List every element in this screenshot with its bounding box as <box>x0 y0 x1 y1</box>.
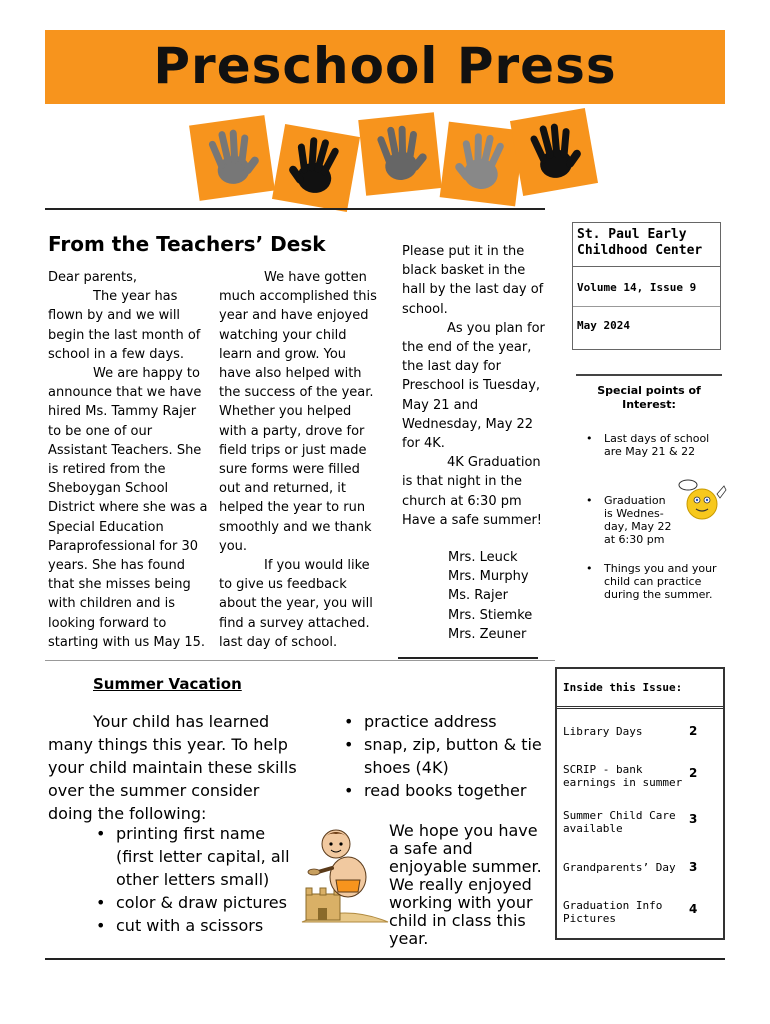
teachers-desk-heading: From the Teachers’ Desk <box>48 232 326 256</box>
list-item: • Things you and your child can practice during the summer. <box>586 562 721 601</box>
list-item: • practice address <box>342 710 552 733</box>
special-points-heading: Special points of Interest: <box>576 374 722 412</box>
newsletter-title: Preschool Press <box>153 37 617 95</box>
summer-skills-list-right <box>342 710 552 802</box>
toc-page: 2 <box>689 766 698 780</box>
toc-page: 4 <box>689 902 698 916</box>
inside-issue-heading: Inside this Issue: <box>557 669 723 709</box>
list-item: • color & draw pictures <box>94 891 304 914</box>
toc-label: Library Days <box>563 725 643 738</box>
org-info-box <box>572 222 721 350</box>
paragraph: We have gotten much accomplished this year and have enjoyed watching your child learn and grow. You have also helped with the success of the year. Whether you helped with a party, drove for field trips or just made sure forms were filled out and returned, it helped the year to run smoothly and we thank you. <box>219 270 377 554</box>
paragraph: If you would like to give us feedback about the year, you will find a survey attached. last day of school. <box>219 558 373 650</box>
hand-print-row <box>190 112 750 212</box>
list-item: • Last days of school are May 21 & 22 <box>586 432 721 458</box>
hand-print-icon <box>358 112 442 196</box>
toc-page: 2 <box>689 724 698 738</box>
toc-label: Summer Child Care available <box>563 809 676 835</box>
signature: Mrs. Murphy <box>448 569 529 585</box>
sandcastle-child-icon <box>300 822 390 927</box>
paragraph: As you plan for the end of the year, the last day for Preschool is Tuesday, May 21 and Wednesday, May 22 for 4K. <box>402 320 545 452</box>
desk-bottom-divider <box>398 657 538 659</box>
toc-label: Graduation Info Pictures <box>563 899 663 925</box>
toc-page: 3 <box>689 860 698 874</box>
teachers-desk-column-3 <box>402 242 550 644</box>
inside-this-issue-box <box>555 667 725 940</box>
signature-block <box>402 548 550 644</box>
signature: Mrs. Stiemke <box>448 607 533 623</box>
toc-label: SCRIP - bank earnings in summer <box>563 763 683 789</box>
hand-print-icon <box>189 115 275 201</box>
salutation: Dear parents, <box>48 270 137 285</box>
toc-label: Grandparents’ Day <box>563 861 676 874</box>
top-divider <box>45 208 545 210</box>
toc-page: 3 <box>689 812 698 826</box>
summer-top-divider <box>45 660 555 661</box>
signature: Mrs. Leuck <box>448 550 518 566</box>
paragraph: 4K Graduation is that night in the church at 6:30 pm Have a safe summer! <box>402 455 543 528</box>
summer-skills-list-left <box>94 822 304 937</box>
summer-vacation-heading: Summer Vacation <box>93 675 242 693</box>
issue-number: Volume 14, Issue 9 <box>573 267 720 307</box>
masthead-banner <box>45 30 725 104</box>
list-item: • read books together <box>342 779 552 802</box>
summer-closing-message: We hope you have a safe and enjoyable summer. We really enjoyed working with your child in class this year. <box>389 821 542 948</box>
issue-date: May 2024 <box>577 319 630 332</box>
teachers-desk-column-1 <box>48 268 208 652</box>
paragraph: We are happy to announce that we have hired Ms. Tammy Rajer to be one of our Assistant Teachers. She is retired from the Sheboygan School District where she was a Special Education Paraprofessional for 30 years. She has found that she misses being with children and is looking forward to starting with us May 15. <box>48 366 208 650</box>
page-bottom-divider <box>45 958 725 960</box>
teachers-desk-column-2 <box>219 268 379 652</box>
org-name: St. Paul Early Childhood Center <box>573 223 720 267</box>
paragraph: Please put it in the black basket in the hall by the last day of school. <box>402 244 544 317</box>
smiley-face-icon <box>678 478 728 522</box>
list-item: • printing first name (first letter capital, all other letters small) <box>94 822 304 891</box>
hand-print-icon <box>510 108 598 196</box>
list-item: • snap, zip, button & tie shoes (4K) <box>342 733 552 779</box>
list-item: • cut with a scissors <box>94 914 304 937</box>
paragraph: The year has flown by and we will begin the last month of school in a few days. <box>48 289 201 362</box>
list-item: • Graduation is Wednes- day, May 22 at 6:30 pm <box>586 494 676 546</box>
signature: Mrs. Zeuner <box>448 626 527 642</box>
signature: Ms. Rajer <box>448 588 508 604</box>
hand-print-icon <box>272 124 360 212</box>
summer-intro: Your child has learned many things this year. To help your child maintain these skills over the summer consider doing the following: <box>48 712 297 823</box>
